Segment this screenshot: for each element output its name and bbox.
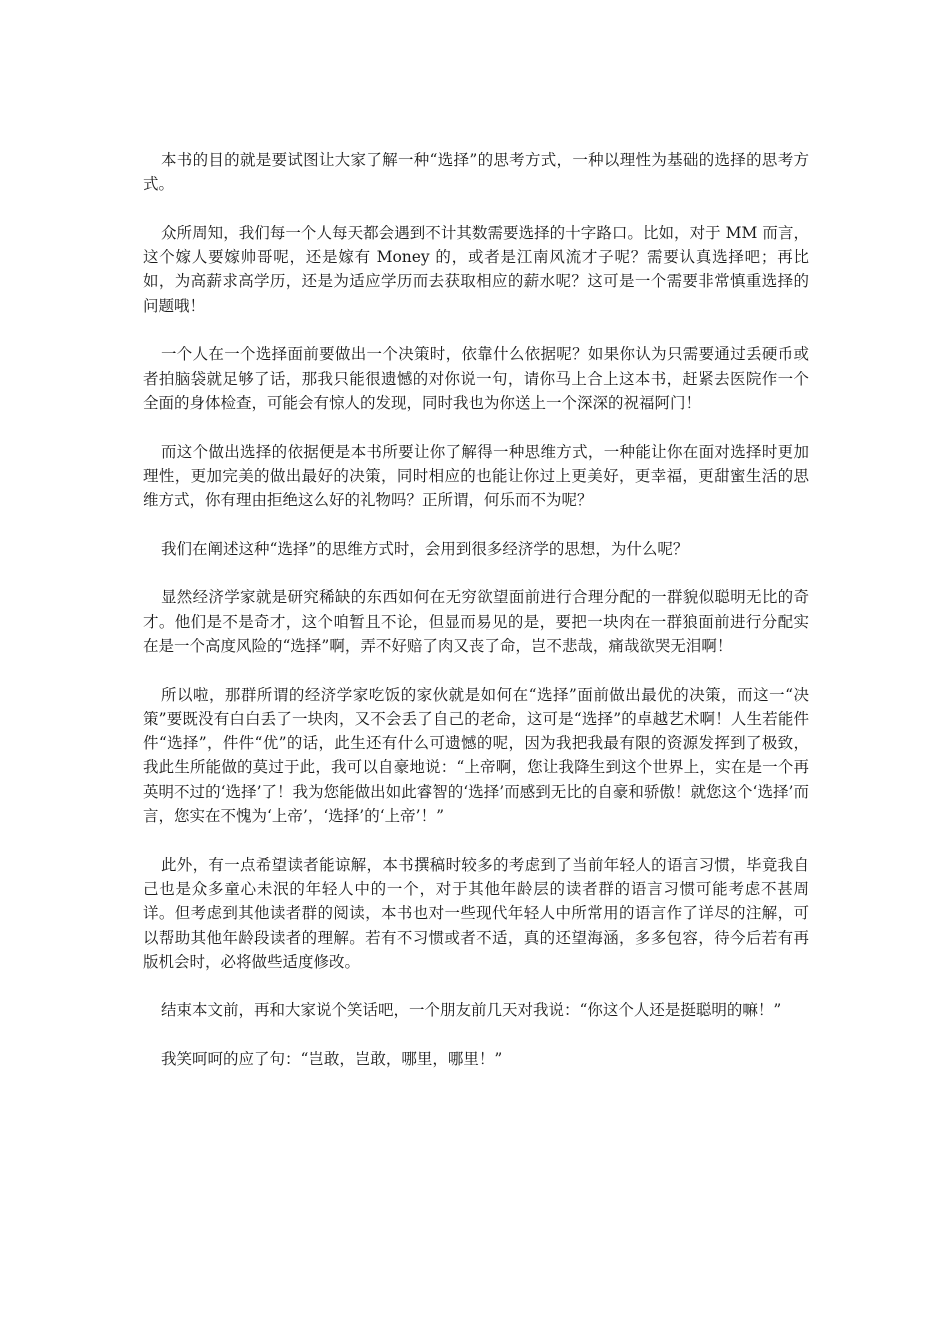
paragraph-9: 结束本文前，再和大家说个笑话吧，一个朋友前几天对我说：“你这个人还是挺聪明的嘛！” [161, 1001, 782, 1020]
paragraph-10: 我笑呵呵的应了句：“岂敢，岂敢，哪里，哪里！” [161, 1049, 503, 1068]
paragraph-1: 本书的目的就是要试图让大家了解一种“选择”的思考方式，一种以理性为基础的选择的思考方式。 [143, 151, 809, 194]
paragraph-8: 此外，有一点希望读者能谅解，本书撰稿时较多的考虑到了当前年轻人的语言习惯，毕竟我自己也是众多童心未泯的年轻人中的一个，对于其他年龄层的读者群的语言习惯可能考虑不甚周详。但考虑到其他读者群的阅读，本书也对一些现代年轻人中所常用的语言作了详尽的注解，可以帮助其他年龄段读者的理解。若有不习惯或者不适，真的还望海涵，多多包容，待今后若有再版机会时，必将做些适度修改。 [143, 855, 809, 971]
paragraph-5: 我们在阐述这种“选择”的思维方式时，会用到很多经济学的思想，为什么呢？ [161, 539, 689, 558]
paragraph-7: 所以啦，那群所谓的经济学家吃饭的家伙就是如何在“选择”面前做出最优的决策，而这一“决策”要既没有白白丢了一块肉，又不会丢了自己的老命，这可是“选择”的卓越艺术啊！人生若能件件“选择”，件件“优”的话，此生还有什么可遗憾的呢，因为我把我最有限的资源发挥到了极致，我此生所能做的莫过于此，我可以自豪地说：“上帝啊，您让我降生到这个世界上，实在是一个再英明不过的‘选择’了！我为您能做出如此睿智的‘选择’而感到无比的自豪和骄傲！就您这个‘选择’而言，您实在不愧为‘上帝’，‘选择’的‘上帝’！” [143, 685, 809, 826]
paragraph-4: 而这个做出选择的依据便是本书所要让你了解得一种思维方式，一种能让你在面对选择时更加理性，更加完美的做出最好的决策，同时相应的也能让你过上更美好，更幸福，更甜蜜生活的思维方式，你有理由拒绝这么好的礼物吗？正所谓，何乐而不为呢？ [143, 442, 809, 510]
paragraph-3: 一个人在一个选择面前要做出一个决策时，依靠什么依据呢？如果你认为只需要通过丢硬币或者拍脑袋就足够了话，那我只能很遗憾的对你说一句，请你马上合上这本书，赶紧去医院作一个全面的身体检查，可能会有惊人的发现，同时我也为你送上一个深深的祝福阿门！ [143, 345, 809, 412]
paragraph-2: 众所周知，我们每一个人每天都会遇到不计其数需要选择的十字路口。比如，对于 MM 而言，这个嫁人要嫁帅哥呢，还是嫁有 Money 的，或者是江南风流才子呢？需要认真选择吧；再比如，为高薪求高学历，还是为适应学历而去获取相应的薪水呢？这可是一个需要非常慎重选择的问题哦！ [143, 223, 809, 315]
document-body [143, 148, 809, 1096]
paragraph-6: 显然经济学家就是研究稀缺的东西如何在无穷欲望面前进行合理分配的一群貌似聪明无比的奇才。他们是不是奇才，这个咱暂且不论，但显而易见的是，要把一块肉在一群狼面前进行分配实在是一个高度风险的“选择”啊，弄不好赔了肉又丧了命，岂不悲哉，痛哉欲哭无泪啊！ [143, 588, 809, 655]
